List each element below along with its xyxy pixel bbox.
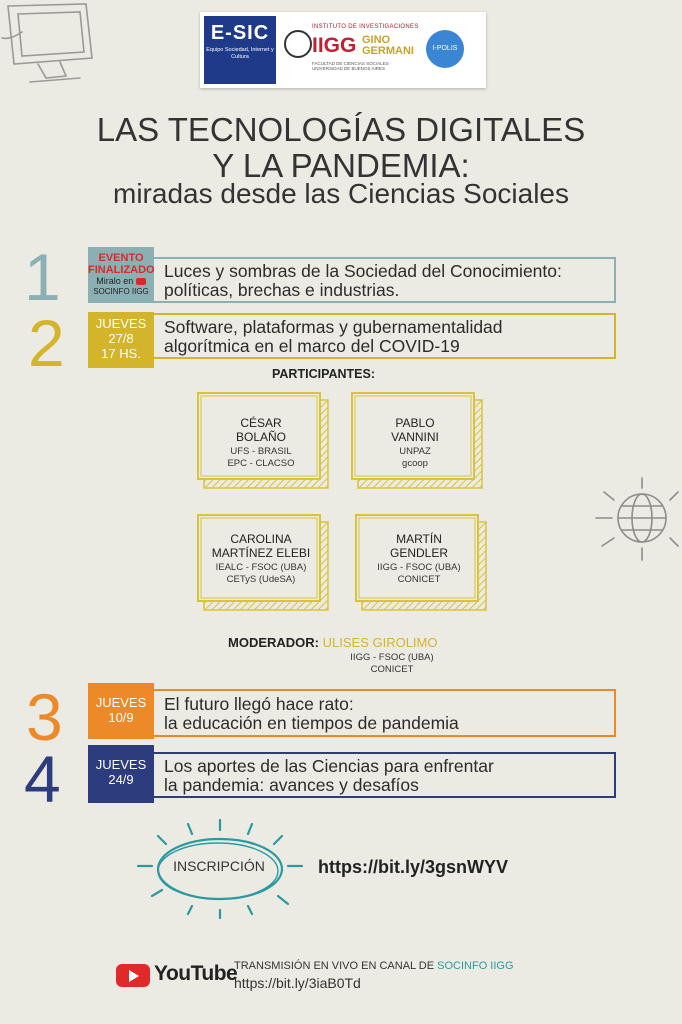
event-title-box — [154, 689, 616, 737]
title-line-1: LAS TECNOLOGÍAS DIGITALES — [96, 111, 586, 148]
participant-name: MARTÍNEZ ELEBI — [211, 546, 311, 560]
inscription-link[interactable]: https://bit.ly/3gsnWYV — [318, 857, 509, 877]
event-title: la pandemia: avances y desafíos — [164, 775, 419, 795]
event-date: JUEVES — [95, 695, 147, 710]
stream-channel: SOCINFO IIGG — [437, 960, 514, 972]
event-title: Luces y sombras de la Sociedad del Conocimiento: — [164, 261, 562, 281]
stream-link[interactable]: https://bit.ly/3iaB0Td — [234, 975, 361, 991]
event-title: Los aportes de las Ciencias para enfrentar — [164, 756, 494, 776]
youtube-play-icon — [116, 964, 150, 987]
title-subtitle: miradas desde las Ciencias Sociales — [113, 178, 569, 209]
moderator-label: MODERADOR: — [228, 635, 319, 650]
event-date: JUEVES — [95, 316, 147, 331]
computer-sketch-icon — [0, 0, 110, 100]
participant-card — [350, 390, 480, 482]
event-title: políticas, brechas e industrias. — [164, 280, 400, 300]
moderator-name: ULISES GIROLIMO — [322, 635, 438, 650]
stream-info — [234, 960, 514, 972]
event-watch-text: Miralo en — [96, 276, 134, 286]
youtube-logo[interactable] — [116, 962, 238, 988]
event-number: 4 — [24, 742, 61, 816]
participant-affiliation: IIGG - FSOC (UBA) — [377, 562, 461, 573]
event-title: Software, plataformas y gubernamentalidad — [164, 317, 503, 337]
event-time: 17 HS. — [101, 346, 141, 361]
event-watch — [88, 276, 154, 287]
participant-affiliation: CETyS (UdeSA) — [226, 574, 296, 585]
participant-name: CAROLINA — [230, 532, 292, 546]
participant-affiliation: IEALC - FSOC (UBA) — [215, 562, 307, 573]
title-line-2: Y LA PANDEMIA: — [212, 147, 470, 184]
event-number: 3 — [26, 680, 63, 754]
event-title: El futuro llegó hace rato: — [164, 694, 354, 714]
event-date-box — [88, 247, 154, 303]
youtube-wordmark: YouTube — [154, 962, 238, 985]
event-date-box — [88, 683, 154, 739]
participant-name: CÉSAR — [240, 416, 282, 430]
event-date-box — [88, 312, 154, 368]
moderator-affiliation: IIGG - FSOC (UBA) — [350, 652, 434, 663]
uba-seal-icon — [284, 30, 312, 58]
participant-name: PABLO — [395, 416, 435, 430]
moderator-line — [228, 635, 438, 650]
participants-label: PARTICIPANTES: — [272, 367, 376, 381]
iigg-gino: GINO GERMANI — [362, 34, 414, 57]
event-date: 24/9 — [108, 772, 134, 787]
event-status: EVENTO — [98, 252, 144, 264]
iigg-institute: INSTITUTO DE INVESTIGACIONES — [312, 24, 419, 30]
iigg-name: IIGG — [312, 34, 357, 57]
participant-affiliation: UNPAZ — [399, 446, 431, 457]
moderator-affiliation: CONICET — [370, 664, 414, 675]
ipolis-logo: I-POLIS — [426, 30, 464, 68]
event-channel: SOCINFO IIGG — [93, 287, 149, 296]
event-status: FINALIZADO — [88, 264, 155, 276]
youtube-icon — [136, 278, 146, 285]
participant-card — [196, 390, 326, 482]
event-title-box — [154, 257, 616, 303]
event-title: algorítmica en el marco del COVID-19 — [164, 336, 460, 356]
participant-affiliation: gcoop — [402, 458, 428, 469]
esic-name: E-SIC — [210, 22, 270, 44]
event-title-box — [154, 313, 616, 359]
iigg-subtitle: FACULTAD DE CIENCIAS SOCIALES · UNIVERSIDAD DE BUENOS AIRES — [312, 61, 392, 71]
event-date-box — [88, 745, 154, 803]
participant-affiliation: EPC - CLACSO — [227, 458, 295, 469]
esic-logo — [204, 16, 276, 84]
participant-affiliation: CONICET — [397, 574, 441, 585]
inscription-label: INSCRIPCIÓN — [173, 858, 265, 874]
event-number: 1 — [24, 240, 61, 314]
participant-name: BOLAÑO — [235, 430, 286, 444]
event-title: la educación en tiempos de pandemia — [164, 713, 459, 733]
participant-affiliation: UFS - BRASIL — [230, 446, 292, 457]
esic-subtitle: Equipo Sociedad, Internet y Cultura — [206, 47, 274, 60]
event-number: 2 — [28, 306, 65, 380]
event-date: 10/9 — [108, 710, 134, 725]
participant-card — [354, 512, 484, 604]
globe-sketch-icon — [590, 470, 682, 570]
participant-card — [196, 512, 326, 604]
event-title-box — [154, 752, 616, 798]
participant-name: MARTÍN — [396, 532, 442, 546]
event-date: 27/8 — [108, 331, 134, 346]
iigg-logo — [282, 20, 422, 80]
stream-text: TRANSMISIÓN EN VIVO EN CANAL DE — [234, 960, 438, 972]
participant-name: GENDLER — [389, 546, 448, 560]
participant-name: VANNINI — [391, 430, 439, 444]
event-date: JUEVES — [95, 757, 147, 772]
